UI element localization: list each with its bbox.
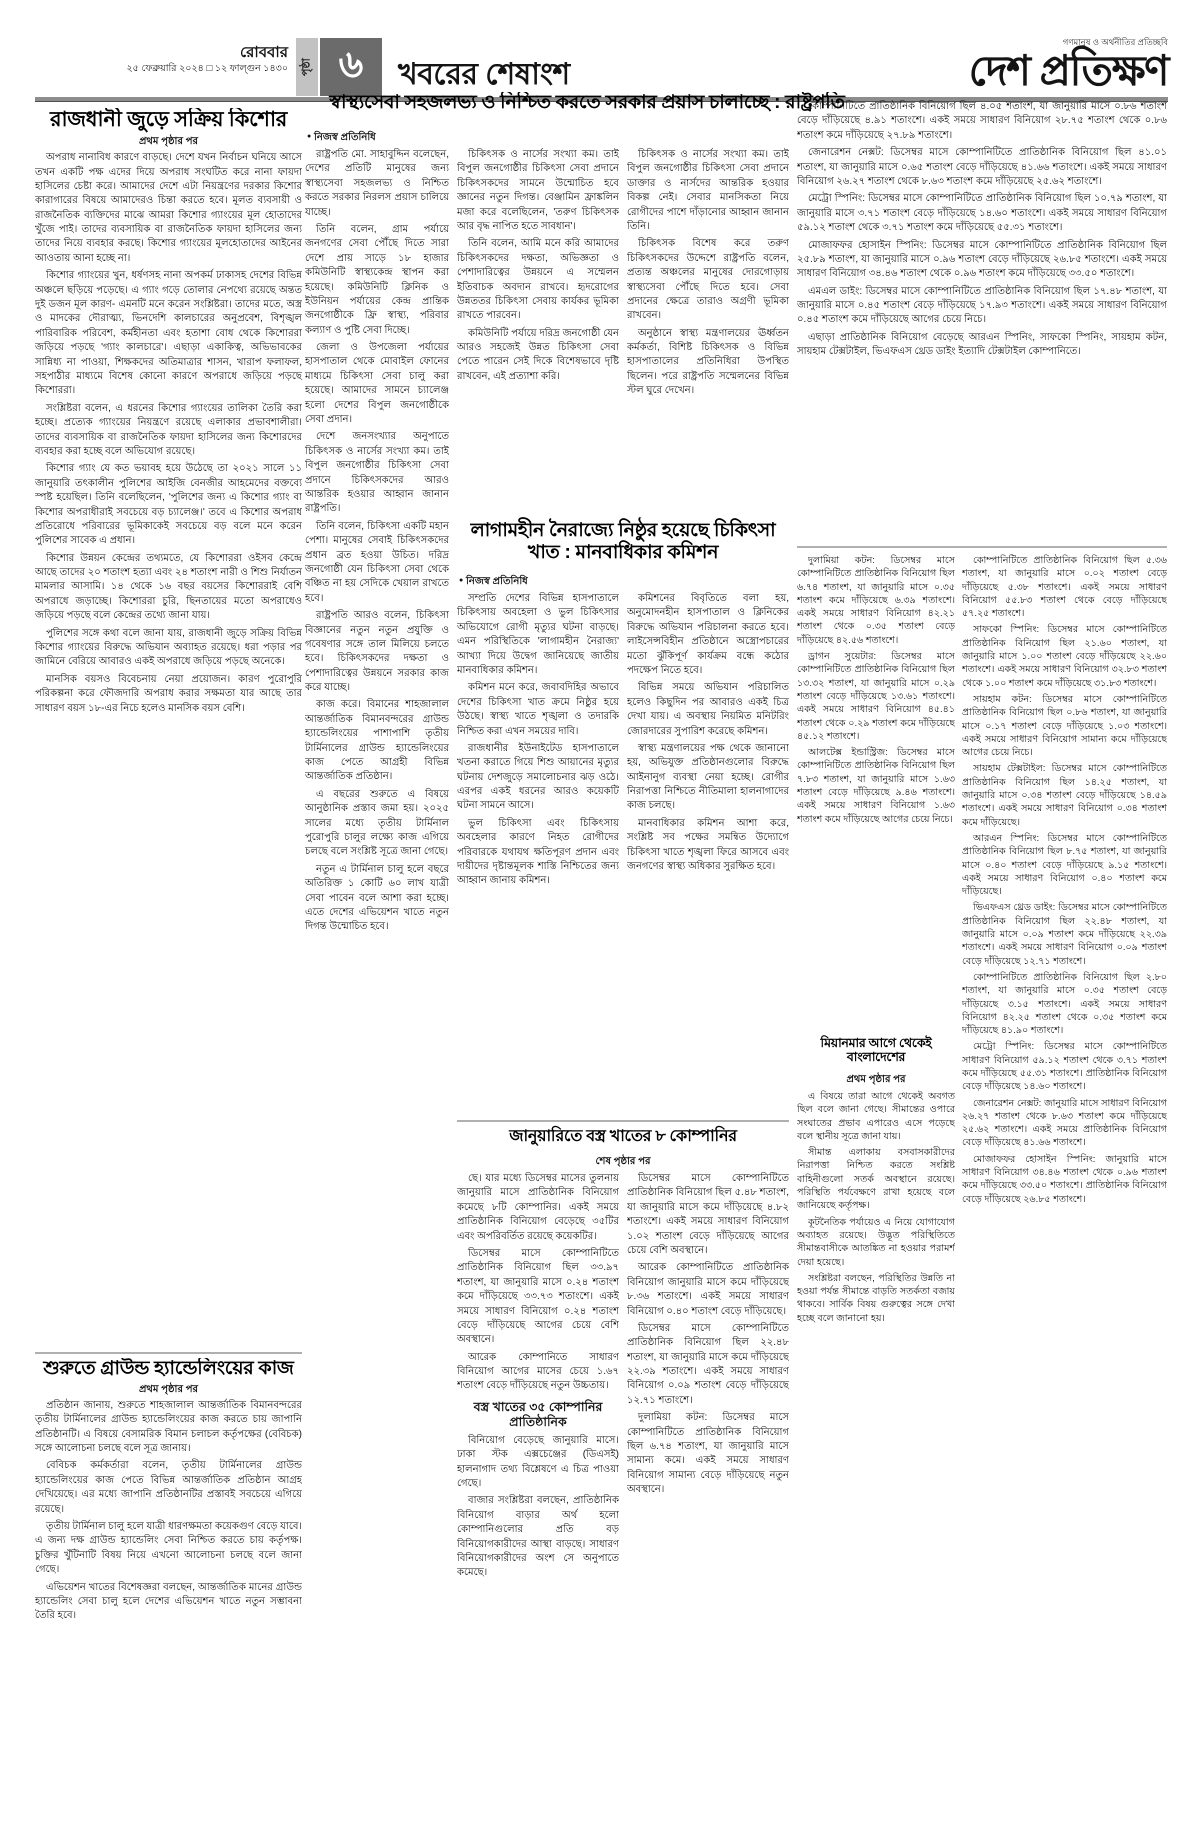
body-paragraph: নতুন এ টার্মিনাল চালু হলে বছরে অতিরিক্ত ১ কোটি ৬০ লাখ যাত্রী সেবা পাবেন বলে আশা করা হচ্ছে। এতে দেশের এভিয়েশন খাতে নতুন দিগন্ত উন্মোচিত হবে। <box>305 863 449 933</box>
body-paragraph: অনুষ্ঠানে স্বাস্থ্য মন্ত্রণালয়ের ঊর্ধ্বতন কর্মকর্তা, বিশিষ্ট চিকিৎসক ও বিভিন্ন হাসপাতালের প্রতিনিধিরা উপস্থিত ছিলেন। পরে রাষ্ট্রপতি সম্মেলনের বিভিন্ন স্টল ঘুরে দেখেন। <box>627 327 789 397</box>
byline-bullet-icon: ● <box>307 133 312 140</box>
article-kishor-continuation: প্রথম পৃষ্ঠার পর <box>138 136 199 148</box>
body-paragraph: চিকিৎসক বিশেষ করে তরুণ চিকিৎসকদের উদ্দেশে রাষ্ট্রপতি বলেন, প্রত্যন্ত অঞ্চলের মানুষের দোরগোড়ায় স্বাস্থ্যসেবা পৌঁছে দিতে হবে। সেবা প্রদানের ক্ষেত্রে তারাও অগ্রণী ভূমিকা রাখবেন। <box>627 238 789 322</box>
body-paragraph: চিকিৎসক ও নার্সের সংখ্যা কম। তাই বিপুল জনগোষ্ঠীর চিকিৎসা সেবা প্রদানে ডাক্তার ও নার্সদের আন্তরিক হওয়ার বিকল্প নেই। সেবার মানসিকতা নিয়ে রোগীদের পাশে দাঁড়ানোর আহ্বান জানান তিনি। <box>627 149 789 232</box>
body-paragraph: ডিসেম্বর মাসে কোম্পানিটিতে প্রাতিষ্ঠানিক বিনিয়োগ ছিল ৩৩.৯৭ শতাংশ, যা জানুয়ারি মাসে ০.২৪ শতাংশ কমে দাঁড়িয়েছে ৩৩.৭৩ শতাংশে। একই সময়ে সাধারণ বিনিয়োগ ০.২৪ শতাংশ বেড়ে দাঁড়িয়েছে আগের চেয়ে বেশি অবস্থানে। <box>457 1247 619 1346</box>
body-paragraph: কিশোর উন্নয়ন কেন্দ্রের তথ্যমতে, যে কিশোররা ওইসব কেন্দ্রে আছে তাদের ২০ শতাংশ হত্যা এবং ২৪ শতাংশ নারী ও শিশু নির্যাতন মামলার আসামি। ১৪ থেকে ১৬ বছর বয়সের কিশোররাই বেশি অপরাধে জড়াচ্ছে। কিশোররা চুরি, ছিনতায়ের মতো অপরাধেও জড়িয়ে পড়ছে বলে কেন্দ্রের তথ্যে জানা যায়। <box>35 552 302 622</box>
body-paragraph: তিনি বলেন, চিকিৎসা একটি মহান পেশা। মানুষের সেবাই চিকিৎসকদের প্রধান ব্রত হওয়া উচিত। দরিদ্র জনগোষ্ঠী যেন চিকিৎসা সেবা থেকে বঞ্চিত না হয় সেদিকে খেয়াল রাখতে হবে। <box>305 520 449 604</box>
divider-ground <box>35 1352 302 1354</box>
article-health-headline: স্বাস্থ্যসেবা সহজলভ্য ও নিশ্চিত করতে সরকার প্রয়াস চালাচ্ছে : রাষ্ট্রপতি <box>329 92 845 113</box>
stats-paragraph: মেট্রো স্পিনিং: ডিসেম্বর মাসে কোম্পানিটিতে সাধারণ বিনিয়োগ ৫৯.১২ শতাংশ থেকে ৩.৭১ শতাংশ কমে দাঁড়িয়েছে ৫৫.৩১ শতাংশে। প্রাতিষ্ঠানিক বিনিয়োগ বেড়ে দাঁড়িয়েছে ১৪.৬০ শতাংশে। <box>962 1041 1167 1093</box>
body-paragraph: দুলামিয়া কটন: ডিসেম্বর মাসে কোম্পানিটিতে প্রাতিষ্ঠানিক বিনিয়োগ ছিল ৬.৭৪ শতাংশ, যা জানুয়ারি মাসে সামান্য কমে। একই সময়ে সাধারণ বিনিয়োগ সামান্য বেড়ে দাঁড়িয়েছে নতুন অবস্থানে। <box>627 1412 789 1496</box>
body-paragraph: ডিসেম্বর মাসে কোম্পানিটিতে প্রাতিষ্ঠানিক বিনিয়োগ ছিল ৫.৪৮ শতাংশ, যা জানুয়ারি মাসে কমে দাঁড়িয়েছে ৪.৮২ শতাংশে। একই সময়ে সাধারণ বিনিয়োগ ১.০২ শতাংশ বেড়ে দাঁড়িয়েছে আগের চেয়ে বেশি অবস্থানে। <box>627 1173 789 1256</box>
stats-paragraph: এছাড়া প্রাতিষ্ঠানিক বিনিয়োগ বেড়েছে আরএন স্পিনিং, সাফকো স্পিনিং, সায়হাম কটন, সায়হাম টেক্সটাইল, ভিএফএস থ্রেড ডাইং ইত্যাদি টেক্সটাইল কোম্পানিতে। <box>797 331 1167 358</box>
body-paragraph: দেশে জনসংখ্যার অনুপাতে চিকিৎসক ও নার্সের সংখ্যা কম। তাই বিপুল জনগোষ্ঠীর চিকিৎসা সেবা প্রদানে চিকিৎসকদের আরও আন্তরিক হওয়ার আহ্বান জানান রাষ্ট্রপতি। <box>305 431 449 515</box>
body-paragraph: কমিশন মনে করে, জবাবদিহির অভাবে দেশের চিকিৎসা খাত ক্রমে নিষ্ঠুর হয়ে উঠছে। স্বাস্থ্য খাতে শৃঙ্খলা ও তদারকি নিশ্চিত করা এখন সময়ের দাবি। <box>457 682 619 737</box>
body-paragraph: বিনিয়োগ বেড়েছে জানুয়ারি মাসে। ঢাকা স্টক এক্সচেঞ্জের (ডিএসই) হালনাগাদ তথ্য বিশ্লেষণে এ চিত্র পাওয়া গেছে। <box>457 1434 619 1490</box>
article-commission-col1 <box>457 592 619 1116</box>
section-title: খবরের শেষাংশ <box>398 58 570 91</box>
body-paragraph: চিকিৎসক ও নার্সের সংখ্যা কম। তাই বিপুল জনগোষ্ঠীর চিকিৎসা সেবা প্রদানে চিকিৎসকদের সামনে উন্মোচিত হবে জ্ঞানের নতুন দিগন্ত। বেঞ্জামিন ফ্রাঙ্কলিন মজা করে বলেছিলেন, 'তরুণ চিকিৎসক আর বৃদ্ধ নাপিত হতে সাবধান'। <box>457 149 619 232</box>
stats-paragraph: জেনারেশন নেক্সট: জানুয়ারি মাসে সাধারণ বিনিয়োগ ২৬.২৭ শতাংশ থেকে ৮.৬৩ শতাংশ কমে দাঁড়িয়েছে ২৫.৬২ শতাংশে। একই সময়ে প্রাতিষ্ঠানিক বিনিয়োগ বেড়ে দাঁড়িয়েছে ৪১.৬৬ শতাংশে। <box>962 1097 1167 1149</box>
stats-paragraph: কোম্পানিটিতে প্রাতিষ্ঠানিক বিনিয়োগ ছিল ৫.৩৬ শতাংশ, যা জানুয়ারি মাসে ০.০২ শতাংশ বেড়ে দাঁড়িয়েছে ৫.৩৮ শতাংশে। একই সময়ে সাধারণ বিনিয়োগ ৫৫.৮৩ শতাংশ থেকে বেড়ে দাঁড়িয়েছে ৫৭.২৫ শতাংশে। <box>962 555 1167 620</box>
page-label: পৃষ্ঠা <box>296 38 318 96</box>
article-commission-col2 <box>627 592 789 1116</box>
article-kishor-body <box>35 151 302 716</box>
stats-paragraph: ভিএফএস থ্রেড ডাইং: ডিসেম্বর মাসে কোম্পানিটিতে প্রাতিষ্ঠানিক বিনিয়োগ ছিল ২২.৪৮ শতাংশ, যা জানুয়ারি মাসে ০.০৯ শতাংশ কমে দাঁড়িয়েছে ২২.৩৯ শতাংশে। একই সময়ে সাধারণ বিনিয়োগ ০.০৯ শতাংশ বেড়ে দাঁড়িয়েছে ১২.৭১ শতাংশে। <box>962 902 1167 967</box>
body-paragraph: আরেক কোম্পানিতে সাধারণ বিনিয়োগ আগের মাসের চেয়ে ১.৬৭ শতাংশ বেড়ে দাঁড়িয়েছে নতুন উচ্চতায়। <box>457 1351 619 1392</box>
stats-paragraph: জেনারেশন নেক্সট: ডিসেম্বর মাসে কোম্পানিটিতে প্রাতিষ্ঠানিক বিনিয়োগ ছিল ৪১.০১ শতাংশ, যা জানুয়ারি মাসে ০.৬৫ শতাংশ বেড়ে দাঁড়িয়েছে ৪১.৬৬ শতাংশে। একই সময়ে সাধারণ বিনিয়োগ ২৬.২৭ শতাংশ থেকে ৮.৬৩ শতাংশ কমে দাঁড়িয়েছে ২৫.৬২ শতাংশে। <box>797 147 1167 187</box>
body-paragraph: রাজধানীর ইউনাইটেড হাসপাতালে খতনা করাতে গিয়ে শিশু আয়ানের মৃত্যুর ঘটনায় দেশজুড়ে সমালোচনার ঝড় ওঠে। এরপর একই ধরনের আরও কয়েকটি ঘটনা সামনে আসে। <box>457 742 619 812</box>
body-paragraph: এ বিষয়ে তারা আগে থেকেই অবগত ছিল বলে জানা গেছে। সীমান্তের ওপারে সংঘাতের প্রভাব এপারেও এসে পড়েছে বলে স্থানীয় সূত্রে জানা যায়। <box>797 1091 955 1142</box>
body-paragraph: সংশ্লিষ্টরা বলছেন, পরিস্থিতির উন্নতি না হওয়া পর্যন্ত সীমান্তে বাড়তি সতর্কতা বজায় থাকবে। সার্বিক বিষয় গুরুত্বের সঙ্গে দেখা হচ্ছে বলে জানানো হয়। <box>797 1272 955 1324</box>
body-paragraph: ভুল চিকিৎসা এবং চিকিৎসায় অবহেলার কারণে নিহত রোগীদের পরিবারকে যথাযথ ক্ষতিপূরণ প্রদান এবং দায়ীদের দৃষ্টান্তমূলক শাস্তি নিশ্চিতের জন্য আহ্বান জানায় কমিশন। <box>457 817 619 887</box>
dateline <box>88 44 288 75</box>
body-paragraph: মানসিক বয়সও বিবেচনায় নেয়া প্রয়োজন। কারণ পুরোপুরি পরিকল্পনা করে ফৌজদারি অপরাধ করার সক্ষমতা যার আছে তার সাধারণ বয়স ১৮-এর নিচে হলেও মানসিক বয়স বেশি। <box>35 673 302 714</box>
stats-top-block <box>797 100 1167 542</box>
article-myanmar-body <box>797 1090 955 1830</box>
newspaper-logo <box>880 36 1168 92</box>
article-textile8-col1b <box>457 1434 619 1581</box>
dateline-day: রোববার <box>240 44 288 61</box>
article-kishor-headline: রাজধানী জুড়ে সক্রিয় কিশোর <box>49 108 288 131</box>
article-textile8-col1 <box>457 1172 619 1830</box>
divider-textile8 <box>457 1120 789 1122</box>
stats-paragraph: সায়হাম কটন: ডিসেম্বর মাসে কোম্পানিটিতে প্রাতিষ্ঠানিক বিনিয়োগ ছিল ০.৮৬ শতাংশ, যা জানুয়ারি মাসে ০.১৭ শতাংশ বেড়ে দাঁড়িয়েছে ১.০৩ শতাংশে। একই সময়ে সাধারণ বিনিয়োগ সামান্য কমে দাঁড়িয়েছে আগের চেয়ে নিচে। <box>962 693 1167 759</box>
body-paragraph: সংশ্লিষ্টরা বলেন, এ ধরনের কিশোর গ্যাংয়ের তালিকা তৈরি করা হচ্ছে। প্রত্যেক গ্যাংয়ের নিয়ন্ত্রণে রয়েছে এলাকার প্রভাবশালীরা। তাদের ব্যবসায়িক বা রাজনৈতিক ফায়দা হাসিলের জন্য কিশোরদের ব্যবহার করা হচ্ছে বলে অভিযোগ রয়েছে। <box>35 402 302 457</box>
article-kishor <box>35 108 302 1350</box>
stats-paragraph: ড্রাগন সুয়েটার: ডিসেম্বর মাসে কোম্পানিটিতে প্রাতিষ্ঠানিক বিনিয়োগ ছিল ১৩.৩২ শতাংশ, যা জানুয়ারি মাসে ০.২৯ শতাংশ বেড়ে দাঁড়িয়েছে ১৩.৬১ শতাংশে। একই সময়ে সাধারণ বিনিয়োগ ৪৫.৪১ শতাংশ থেকে ০.২৯ শতাংশ কমে দাঁড়িয়েছে ৪৫.১২ শতাংশে। <box>797 651 955 742</box>
body-paragraph: তৃতীয় টার্মিনাল চালু হলে যাত্রী ধারণক্ষমতা কয়েকগুণ বেড়ে যাবে। এ জন্য দক্ষ গ্রাউন্ড হ্যান্ডেলিং সেবা নিশ্চিত করতে চায় কর্তৃপক্ষ। চুক্তির খুঁটিনাটি বিষয় নিয়ে এখনো আলোচনা চলছে বলে জানা গেছে। <box>35 1520 302 1576</box>
body-paragraph: বাজার সংশ্লিষ্টরা বলছেন, প্রাতিষ্ঠানিক বিনিয়োগ বাড়ার অর্থ হলো কোম্পানিগুলোর প্রতি বড় বিনিয়োগকারীদের আস্থা বাড়ছে। সাধারণ বিনিয়োগকারীদের অংশ সে অনুপাতে কমেছে। <box>457 1495 619 1579</box>
article-myanmar-continuation: প্রথম পৃষ্ঠার পর <box>846 1074 906 1085</box>
body-paragraph: কমিশনের বিবৃতিতে বলা হয়, অনুমোদনহীন হাসপাতাল ও ক্লিনিকের বিরুদ্ধে অভিযান পরিচালনা করতে হবে। লাইসেন্সবিহীন প্রতিষ্ঠানে অস্ত্রোপচারের মতো ঝুঁকিপূর্ণ কার্যক্রম বন্ধে কঠোর পদক্ষেপ নিতে হবে। <box>627 593 789 676</box>
article-commission-byline: ● নিজস্ব প্রতিনিধি <box>459 576 528 587</box>
article-textile8-col2 <box>627 1172 789 1830</box>
body-paragraph: প্রতিষ্ঠান জানায়, শুরুতে শাহজালাল আন্তর্জাতিক বিমানবন্দরের তৃতীয় টার্মিনালের গ্রাউন্ড হ্যান্ডেলিংয়ের কাজ করতে চায় জাপানি প্রতিষ্ঠানটি। এ বিষয়ে বেসামরিক বিমান চলাচল কর্তৃপক্ষের (বেবিচক) সঙ্গে আলোচনা চলছে বলে সূত্র জানায়। <box>35 1399 302 1455</box>
article-myanmar-headline: মিয়ানমার আগে থেকেই বাংলাদেশের <box>820 1036 932 1065</box>
page-number: ৬ <box>320 38 382 96</box>
article-ground-continuation: প্রথম পৃষ্ঠার পর <box>138 1383 199 1395</box>
body-paragraph: তিনি বলেন, আমি মনে করি আমাদের চিকিৎসকদের দক্ষতা, অভিজ্ঞতা ও পেশাদারিত্বের উন্নয়নে এ সম্মেলন ইতিবাচক অবদান রাখবে। হৃদরোগের উন্নততর চিকিৎসা সেবায় কার্যকর ভূমিকা রাখতে পারবেন। <box>457 238 619 322</box>
body-paragraph: বিভিন্ন সময়ে অভিযান পরিচালিত হলেও কিছুদিন পর আবারও একই চিত্র দেখা যায়। এ অবস্থায় নিয়মিত মনিটরিং জোরদারের সুপারিশ করেছে কমিশন। <box>627 682 789 737</box>
stats-paragraph: মোজাফফর হোসাইন স্পিনিং: ডিসেম্বর মাসে কোম্পানিটিতে প্রাতিষ্ঠানিক বিনিয়োগ ছিল ২৫.৮৯ শতাংশ, যা জানুয়ারি মাসে ০.৯৬ শতাংশ বেড়ে দাঁড়িয়েছে ২৬.৮৫ শতাংশে। একই সময়ে সাধারণ বিনিয়োগ ৩৪.৪৬ শতাংশ থেকে ০.৯৬ শতাংশ কমে দাঁড়িয়েছে ৩৩.৫০ শতাংশে। <box>797 239 1167 280</box>
body-paragraph: এভিয়েশন খাতের বিশেষজ্ঞরা বলছেন, আন্তর্জাতিক মানের গ্রাউন্ড হ্যান্ডেলিং সেবা চালু হলে দেশের এভিয়েশন খাতে নতুন সম্ভাবনা তৈরি হবে। <box>35 1581 302 1622</box>
body-paragraph: স্বাস্থ্য মন্ত্রণালয়ের পক্ষ থেকে জানানো হয়, অভিযুক্ত প্রতিষ্ঠানগুলোর বিরুদ্ধে আইনানুগ ব্যবস্থা নেয়া হচ্ছে। রোগীর নিরাপত্তা নিশ্চিতে নীতিমালা হালনাগাদের কাজ চলছে। <box>627 742 789 812</box>
body-paragraph: জেলা ও উপজেলা পর্যায়ের হাসপাতাল থেকে মোবাইল ফোনের মাধ্যমে চিকিৎসা সেবা চালু করা হয়েছে। আমাদের সামনে চ্যালেঞ্জ হলো দেশের বিপুল জনগোষ্ঠীকে সেবা প্রদান। <box>305 342 449 426</box>
stats-paragraph: কোম্পানিটিতে প্রাতিষ্ঠানিক বিনিয়োগ ছিল ৪.০৫ শতাংশ, যা জানুয়ারি মাসে ০.৮৬ শতাংশ বেড়ে দাঁড়িয়েছে ৪.৯১ শতাংশে। একই সময়ে সাধারণ বিনিয়োগ ২৮.৭৫ শতাংশ থেকে ০.৮৬ শতাংশ কমে দাঁড়িয়েছে ২৭.৮৯ শতাংশে। <box>797 101 1167 141</box>
body-paragraph: এ বছরের শুরুতে এ বিষয়ে আনুষ্ঠানিক প্রস্তাব জমা হয়। ২০২৫ সালের মধ্যে তৃতীয় টার্মিনাল পুরোপুরি চালুর লক্ষ্যে কাজ এগিয়ে চলছে বলে সংশ্লিষ্ট সূত্রে জানা গেছে। <box>305 788 449 858</box>
stats-paragraph: দুলামিয়া কটন: ডিসেম্বর মাসে কোম্পানিটিতে প্রাতিষ্ঠানিক বিনিয়োগ ছিল ৬.৭৪ শতাংশ, যা জানুয়ারি মাসে ০.৩৫ শতাংশ কমে দাঁড়িয়েছে ৬.৩৯ শতাংশে। একই সময়ে সাধারণ বিনিয়োগ ৪২.২১ শতাংশ থেকে ০.৩৫ শতাংশ বেড়ে দাঁড়িয়েছে ৪২.৫৬ শতাংশে। <box>797 555 955 646</box>
logo-title: দেশ প্রতিক্ষণ <box>968 47 1168 94</box>
stats-paragraph: সায়হাম টেক্সটাইল: ডিসেম্বর মাসে কোম্পানিটিতে প্রাতিষ্ঠানিক বিনিয়োগ ছিল ১৪.২৫ শতাংশ, যা জানুয়ারি মাসে ০.৩৪ শতাংশ বেড়ে দাঁড়িয়েছে ১৪.৫৯ শতাংশে। একই সময়ে সাধারণ বিনিয়োগ ০.৩৪ শতাংশ কমে দাঁড়িয়েছে। <box>962 763 1167 828</box>
body-paragraph: পুলিশের সঙ্গে কথা বলে জানা যায়, রাজধানী জুড়ে সক্রিয় বিভিন্ন কিশোর গ্যাংয়ের বিরুদ্ধে অভিযান অব্যাহত রয়েছে। ধরা পড়ার পর জামিনে বেরিয়ে আবারও একই অপরাধে জড়িয়ে পড়ছে অনেকে। <box>35 627 302 668</box>
stats-paragraph: এমএল ডাইং: ডিসেম্বর মাসে কোম্পানিটিতে প্রাতিষ্ঠানিক বিনিয়োগ ছিল ১৭.৪৮ শতাংশ, যা জানুয়ারি মাসে ০.৪৫ শতাংশ বেড়ে দাঁড়িয়েছে ১৭.৯৩ শতাংশে। একই সময়ে সাধারণ বিনিয়োগ ০.৪৫ শতাংশ কমে দাঁড়িয়েছে আগের চেয়ে নিচে। <box>797 285 1167 326</box>
body-paragraph: ছে। যার মধ্যে ডিসেম্বর মাসের তুলনায় জানুয়ারি মাসে প্রাতিষ্ঠানিক বিনিয়োগ কমেছে ৮টি কোম্পানির। একই সময়ে প্রাতিষ্ঠানিক বিনিয়োগ বেড়েছে ৩৫টির এবং অপরিবর্তিত রয়েছে কয়েকটির। <box>457 1173 619 1242</box>
body-paragraph: বেবিচক কর্মকর্তারা বলেন, তৃতীয় টার্মিনালের গ্রাউন্ড হ্যান্ডেলিংয়ের কাজ পেতে বিভিন্ন আন্তর্জাতিক প্রতিষ্ঠান আগ্রহ দেখিয়েছে। এর মধ্যে জাপানি প্রতিষ্ঠানটির প্রস্তাবই সবচেয়ে এগিয়ে রয়েছে। <box>35 1460 302 1515</box>
stats-paragraph: মেট্রো স্পিনিং: ডিসেম্বর মাসে কোম্পানিটিতে প্রাতিষ্ঠানিক বিনিয়োগ ছিল ১০.৭৯ শতাংশ, যা জানুয়ারি মাসে ৩.৭১ শতাংশ বেড়ে দাঁড়িয়েছে ১৪.৬০ শতাংশে। একই সময়ে সাধারণ বিনিয়োগ ৫৯.১২ শতাংশ থেকে ৩.৭১ শতাংশ কমে দাঁড়িয়েছে ৫৫.৩১ শতাংশে। <box>797 193 1167 234</box>
divider-stats <box>797 546 1167 548</box>
body-paragraph: রাষ্ট্রপতি মো. সাহাবুদ্দিন বলেছেন, দেশের প্রতিটি মানুষের জন্য স্বাস্থ্যসেবা সহজলভ্য ও নিশ্চিত করতে সরকার নিরলস প্রয়াস চালিয়ে যাচ্ছে। <box>305 149 449 218</box>
body-paragraph: কমিউনিটি পর্যায়ে দরিদ্র জনগোষ্ঠী যেন আরও সহজেই উন্নত চিকিৎসা সেবা পেতে পারেন সেই দিকে বিশেষভাবে দৃষ্টি রাখবেন, এই প্রত্যাশা করি। <box>457 327 619 382</box>
article-ground-headline: শুরুতে গ্রাউন্ড হ্যান্ডেলিংয়ের কাজ <box>43 1358 294 1379</box>
article-ground-body <box>35 1399 302 1624</box>
body-paragraph: রাষ্ট্রপতি আরও বলেন, চিকিৎসা বিজ্ঞানের নতুন নতুন প্রযুক্তি ও গবেষণার সঙ্গে তাল মিলিয়ে চলতে হবে। চিকিৎসকদের দক্ষতা ও পেশাদারিত্বের উন্নয়নে সরকার কাজ করে যাচ্ছে। <box>305 610 449 694</box>
stats-paragraph: আরএন স্পিনিং: ডিসেম্বর মাসে কোম্পানিটিতে প্রাতিষ্ঠানিক বিনিয়োগ ছিল ৮.৭৫ শতাংশ, যা জানুয়ারি মাসে ০.৪০ শতাংশ বেড়ে দাঁড়িয়েছে ৯.১৫ শতাংশে। একই সময়ে সাধারণ বিনিয়োগ ০.৪০ শতাংশ কমে দাঁড়িয়েছে। <box>962 832 1167 898</box>
body-paragraph: সীমান্ত এলাকায় বসবাসকারীদের নিরাপত্তা নিশ্চিত করতে সংশ্লিষ্ট বাহিনীগুলো সতর্ক অবস্থানে রয়েছে। পরিস্থিতি পর্যবেক্ষণে রাখা হয়েছে বলে জানিয়েছে কর্তৃপক্ষ। <box>797 1147 955 1212</box>
body-paragraph: ডিসেম্বর মাসে কোম্পানিটিতে প্রাতিষ্ঠানিক বিনিয়োগ ছিল ২২.৪৮ শতাংশ, যা জানুয়ারি মাসে কমে দাঁড়িয়েছে ২২.৩৯ শতাংশে। একই সময়ে সাধারণ বিনিয়োগ ০.০৯ শতাংশ বেড়ে দাঁড়িয়েছে ১২.৭১ শতাংশে। <box>627 1322 789 1406</box>
byline-bullet-icon: ● <box>459 577 464 584</box>
stats-paragraph: সাফকো স্পিনিং: ডিসেম্বর মাসে কোম্পানিটিতে প্রাতিষ্ঠানিক বিনিয়োগ ছিল ২১.৬০ শতাংশ, যা জানুয়ারি মাসে ১.০০ শতাংশ বেড়ে দাঁড়িয়েছে ২২.৬০ শতাংশে। একই সময়ে সাধারণ বিনিয়োগ ৩২.৮৩ শতাংশ থেকে ১.০০ শতাংশ কমে দাঁড়িয়েছে ৩১.৮৩ শতাংশে। <box>962 624 1167 689</box>
body-paragraph: কাজ করে। বিমানের শাহজালাল আন্তর্জাতিক বিমানবন্দরের গ্রাউন্ড হ্যান্ডেলিংয়ের পাশাপাশি তৃতীয় টার্মিনালের গ্রাউন্ড হ্যান্ডেলিংয়ের কাজ পেতে আগ্রহী বিভিন্ন আন্তর্জাতিক প্রতিষ্ঠান। <box>305 699 449 783</box>
body-paragraph: সম্প্রতি দেশের বিভিন্ন হাসপাতালে চিকিৎসায় অবহেলা ও ভুল চিকিৎসার অভিযোগে রোগী মৃত্যুর ঘটনা বাড়ছে। এমন পরিস্থিতিকে 'লাগামহীন নৈরাজ্য' আখ্যা দিয়ে উদ্বেগ জানিয়েছে জাতীয় মানবাধিকার কমিশন। <box>457 593 619 676</box>
body-paragraph: কিশোর গ্যাং যে কত ভয়াবহ হয়ে উঠেছে তা ২০২১ সালে ১১ জানুয়ারি তৎকালীন পুলিশের আইজি বেনজীর আহমেদের বক্তব্যে স্পষ্ট হয়েছিল। তিনি বলেছিলেন, 'পুলিশের জন্য এ কিশোর গ্যাং বা কিশোর অপরাধীরাই সবচেয়ে বড় চ্যালেঞ্জ।' তবে এ কিশোর অপরাধ প্রতিরোধে পরিবারের ভূমিকাকেই সবচেয়ে বড় বলে মনে করেন পুলিশের সাবেক এ প্রধান। <box>35 463 302 547</box>
stats-paragraph: আলটেক্স ইন্ডাস্ট্রিজ: ডিসেম্বর মাসে কোম্পানিটিতে প্রাতিষ্ঠানিক বিনিয়োগ ছিল ৭.৮৩ শতাংশ, যা জানুয়ারি মাসে ১.৬৩ শতাংশ বেড়ে দাঁড়িয়েছে ৯.৪৬ শতাংশে। একই সময়ে সাধারণ বিনিয়োগ ১.৬৩ শতাংশ কমে দাঁড়িয়েছে আগের চেয়ে নিচে। <box>797 747 955 825</box>
dateline-date: ২৫ ফেব্রুয়ারি ২০২৪ □ ১২ ফাল্গুন ১৪৩০ <box>126 62 288 74</box>
article-health-byline: ● নিজস্ব প্রতিনিধি <box>307 132 376 143</box>
article-commission-headline: লাগামহীন নৈরাজ্যে নিষ্ঠুর হয়েছে চিকিৎসা খাত : মানবাধিকার কমিশন <box>470 520 776 563</box>
body-paragraph: মানবাধিকার কমিশন আশা করে, সংশ্লিষ্ট সব পক্ষের সমন্বিত উদ্যোগে চিকিৎসা খাতে শৃঙ্খলা ফিরে আসবে এবং জনগণের স্বাস্থ্য অধিকার সুরক্ষিত হবে। <box>627 817 789 873</box>
stats-paragraph: কোম্পানিটিতে প্রাতিষ্ঠানিক বিনিয়োগ ছিল ২.৮০ শতাংশ, যা জানুয়ারি মাসে ০.৩৫ শতাংশ বেড়ে দাঁড়িয়েছে ৩.১৫ শতাংশে। একই সময়ে সাধারণ বিনিয়োগ ৪২.২৫ শতাংশ থেকে ০.৩৫ শতাংশ কমে দাঁড়িয়েছে ৪১.৯০ শতাংশে। <box>962 971 1167 1037</box>
article-textile8-subhead: বস্ত্র খাতের ৩৫ কোম্পানির প্রাতিষ্ঠানিক <box>473 1399 603 1429</box>
article-ground <box>35 1358 302 1830</box>
stats-col6 <box>962 554 1167 1830</box>
body-paragraph: আরেক কোম্পানিটিতে প্রাতিষ্ঠানিক বিনিয়োগ জানুয়ারি মাসে কমে দাঁড়িয়েছে ৮.৩৬ শতাংশে। একই সময়ে সাধারণ বিনিয়োগ ০.৪০ শতাংশ বেড়ে দাঁড়িয়েছে। <box>627 1262 789 1317</box>
stats-col5 <box>797 554 955 1030</box>
article-health-col2 <box>457 148 619 512</box>
body-paragraph: কিশোর গ্যাংয়ের খুন, ধর্ষণসহ নানা অপকর্ম ঢাকাসহ দেশের বিভিন্ন অঞ্চলে ছড়িয়ে পড়েছে। এ গ্যাং গড়ে তোলার নেপথ্যে রয়েছে অন্তত দুই ডজন মূল কারণ- এমনটি মনে করেন সংশ্লিষ্টরা। তাদের মতে, অস্ত্র ও মাদকের দৌরাত্ম্য, ভিনদেশি কালচারের অনুপ্রবেশ, বিশৃঙ্খল পারিবারিক পরিবেশ, কর্মহীনতা এবং হতাশা বোধ থেকে কিশোররা জড়িয়ে পড়ছে 'গ্যাং কালচারে'। এছাড়া একাকিত্ব, অভিভাবকের সান্নিধ্য না পাওয়া, শিক্ষকদের অতিমাত্রার শাসন, খারাপ ফলাফল, সহপাঠীর মাধ্যমে বিশেষ কোনো কারণে অপরাধে জড়িয়ে পড়ছে কিশোররা। <box>35 270 302 397</box>
logo-tagline: গণমানুষ ও অর্থনীতির প্রতিচ্ছবি <box>1062 37 1168 47</box>
article-textile8-headline: জানুয়ারিতে বস্ত্র খাতের ৮ কোম্পানির <box>509 1128 737 1145</box>
body-paragraph: কূটনৈতিক পর্যায়েও এ নিয়ে যোগাযোগ অব্যাহত রয়েছে। উদ্ভূত পরিস্থিতিতে সীমান্তবাসীকে আতঙ্কিত না হওয়ার পরামর্শ দেয়া হয়েছে। <box>797 1216 955 1268</box>
article-textile8-col1a <box>457 1172 619 1394</box>
article-health-col3 <box>627 148 789 512</box>
body-paragraph: অপরাধ নানাবিধ কারণে বাড়ছে। দেশে যখন নির্বাচন ঘনিয়ে আসে তখন একটি পক্ষ এদের দিয়ে অপরাধ সংঘটিত করে নানা ফায়দা হাসিলের চেষ্টা করে। আমাদের দেশে এটা নিয়ন্ত্রণের দরকার কিশোর কারাগারের বিষয়ে আমাদেরও চিন্তা করতে হবে। মূলত ব্যবসায়ী ও রাজনৈতিক ব্যক্তিদের মাঝে আমরা কিশোর গ্যাংয়ের মূল হোতাদের খুঁজে পাই। তাদের ব্যবসায়িক বা রাজনৈতিক ফায়দা হাসিলের জন্য তাদের নিয়ে ব্যবহার করছে। কিশোর গ্যাংয়ের মূলহোতাদের আইনের আওতায় আনা হচ্ছে না। <box>35 152 302 264</box>
article-health-col1 <box>305 148 449 1830</box>
article-textile8-continuation: শেষ পৃষ্ঠার পর <box>595 1156 651 1167</box>
stats-paragraph: মোজাফফর হোসাইন স্পিনিং: জানুয়ারি মাসে সাধারণ বিনিয়োগ ৩৪.৪৬ শতাংশ থেকে ০.৯৬ শতাংশ কমে দাঁড়িয়েছে ৩৩.৫০ শতাংশে। প্রাতিষ্ঠানিক বিনিয়োগ বেড়ে দাঁড়িয়েছে ২৬.৮৫ শতাংশে। <box>962 1153 1167 1205</box>
body-paragraph: তিনি বলেন, গ্রাম পর্যায়ে জনগণের সেবা পৌঁছে দিতে সারা দেশে প্রায় সাড়ে ১৮ হাজার কমিউনিটি স্বাস্থ্যকেন্দ্র স্থাপন করা হয়েছে। কমিউনিটি ক্লিনিক ও ইউনিয়ন পর্যায়ের কেন্দ্র প্রান্তিক জনগোষ্ঠীকে ফ্রি স্বাস্থ্য, পরিবার কল্যাণ ও পুষ্টি সেবা দিচ্ছে। <box>305 223 449 336</box>
